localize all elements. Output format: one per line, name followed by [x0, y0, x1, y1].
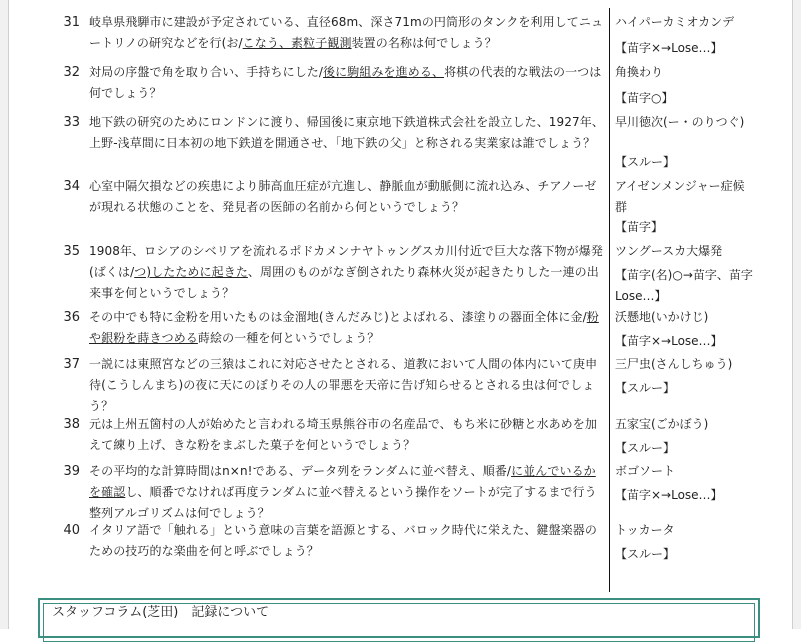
question-text: その平均的な計算時間はn×n!である、データ列をランダムに並べ替え、順番/に並んでいるかを確認し、順番でなければ再度ランダムに並べ替えるという操作をソートが完了するまで行う整列アルゴリズムは何でしょう？	[89, 464, 597, 520]
column-divider	[609, 8, 610, 592]
judging-rule: 【スルー】	[615, 381, 676, 395]
question-number: 31	[63, 15, 80, 30]
question-number: 33	[63, 115, 80, 130]
staff-column-title: スタッフコラム(芝田) 記録について	[52, 605, 270, 620]
question-number: 39	[63, 464, 80, 479]
question-text: 対局の序盤で角を取り合い、手持ちにした/後に駒組みを進める、将棋の代表的な戦法の一つは何でしょう？	[89, 65, 602, 100]
staff-column-box	[38, 598, 760, 638]
judging-rule: 【苗字×→Lose…】	[615, 41, 723, 55]
question-text: 岐阜県飛騨市に建設が予定されている、直径68m、深さ71mの円筒形のタンクを利用してニュートリノの研究などを行(お/こなう、素粒子観測装置の名称は何でしょう？	[89, 15, 604, 50]
question-text: その中でも特に金粉を用いたものは金溜地(きんだみじ)とよばれる、漆塗りの器面全体に金/粉や銀粉を蒔きつめる蒔絵の一種を何というでしょう？	[89, 310, 599, 345]
pronunciation-mark: つ)したために起きた	[134, 265, 248, 279]
judging-rule: 【スルー】	[615, 547, 676, 561]
answer-text: ツングースカ大爆発	[615, 244, 723, 258]
pronunciation-mark: に並んでいるかを確認	[89, 464, 596, 499]
question-number: 37	[63, 357, 80, 372]
question-text: 元は上州五箇村の人が始めたと言われる埼玉県熊谷市の名産品で、もち米に砂糖と水あめを加えて練り上げ、きな粉をまぶした菓子を何というでしょう？	[89, 417, 597, 452]
judging-rule: 【スルー】	[615, 441, 676, 455]
question-text: 1908年、ロシアのシベリアを流れるポドカメンナヤトゥングスカ川付近で巨大な落下物が爆発(ばくは/つ)したために起きた、周囲のものがなぎ倒されたり森林火災が起きたりした一連の出来事を何というでしょう？	[89, 244, 603, 300]
question-number: 40	[63, 523, 80, 538]
question-number: 38	[63, 417, 80, 432]
judging-rule: 【苗字】	[615, 220, 664, 234]
page-left-edge	[0, 0, 9, 629]
answer-text: ボゴソート	[615, 464, 676, 478]
question-text: 地下鉄の研究のためにロンドンに渡り、帰国後に東京地下鉄道株式会社を設立した、1927年、上野-浅草間に日本初の地下鉄道を開通させ、「地下鉄の父」と称される実業家は誰でしょう？	[89, 115, 604, 150]
judging-rule: 【苗字(名)○→苗字、苗字 Lose…】	[615, 268, 753, 303]
question-text: 心室中隔欠損などの疾患により肺高血圧症が亢進し、静脈血が動脈側に流れ込み、チアノーゼが現れる状態のことを、発見者の医師の名前から何というでしょう？	[89, 179, 597, 214]
question-number: 34	[63, 179, 80, 194]
question-text: 一説には東照宮などの三猿はこれに対応させたとされる、道教において人間の体内にいて庚申待(こうしんまち)の夜に天にのぼりその人の罪悪を天帝に告げ知らせるとされる虫は何でしょう？	[89, 357, 598, 413]
question-number: 32	[63, 65, 80, 80]
question-number: 35	[63, 244, 80, 259]
judging-rule: 【スルー】	[615, 155, 676, 169]
answer-text: 三尸虫(さんしちゅう)	[615, 357, 733, 371]
answer-text: 沃懸地(いかけじ)	[615, 310, 709, 324]
question-number: 36	[63, 310, 80, 325]
answer-text: ハイパーカミオカンデ	[615, 15, 735, 29]
pronunciation-mark: 粉や銀粉を蒔きつめる	[89, 310, 599, 345]
judging-rule: 【苗字×→Lose…】	[615, 488, 723, 502]
pronunciation-mark: 後に駒組みを進める、	[323, 65, 445, 79]
judging-rule: 【苗字×→Lose…】	[615, 334, 723, 348]
answer-text: 五家宝(ごかぼう)	[615, 417, 709, 431]
pronunciation-mark: こなう、素粒子観測	[242, 36, 352, 50]
answer-text: 早川徳次(ー・のりつぐ)	[615, 115, 745, 129]
answer-text: トッカータ	[615, 523, 675, 537]
answer-text: アイゼンメンジャー症候群	[615, 179, 745, 214]
judging-rule: 【苗字○】	[615, 91, 674, 105]
answer-text: 角換わり	[615, 65, 664, 79]
question-text: イタリア語で「触れる」という意味の言葉を語源とする、バロック時代に栄えた、鍵盤楽器のための技巧的な楽曲を何と呼ぶでしょう？	[89, 523, 597, 558]
